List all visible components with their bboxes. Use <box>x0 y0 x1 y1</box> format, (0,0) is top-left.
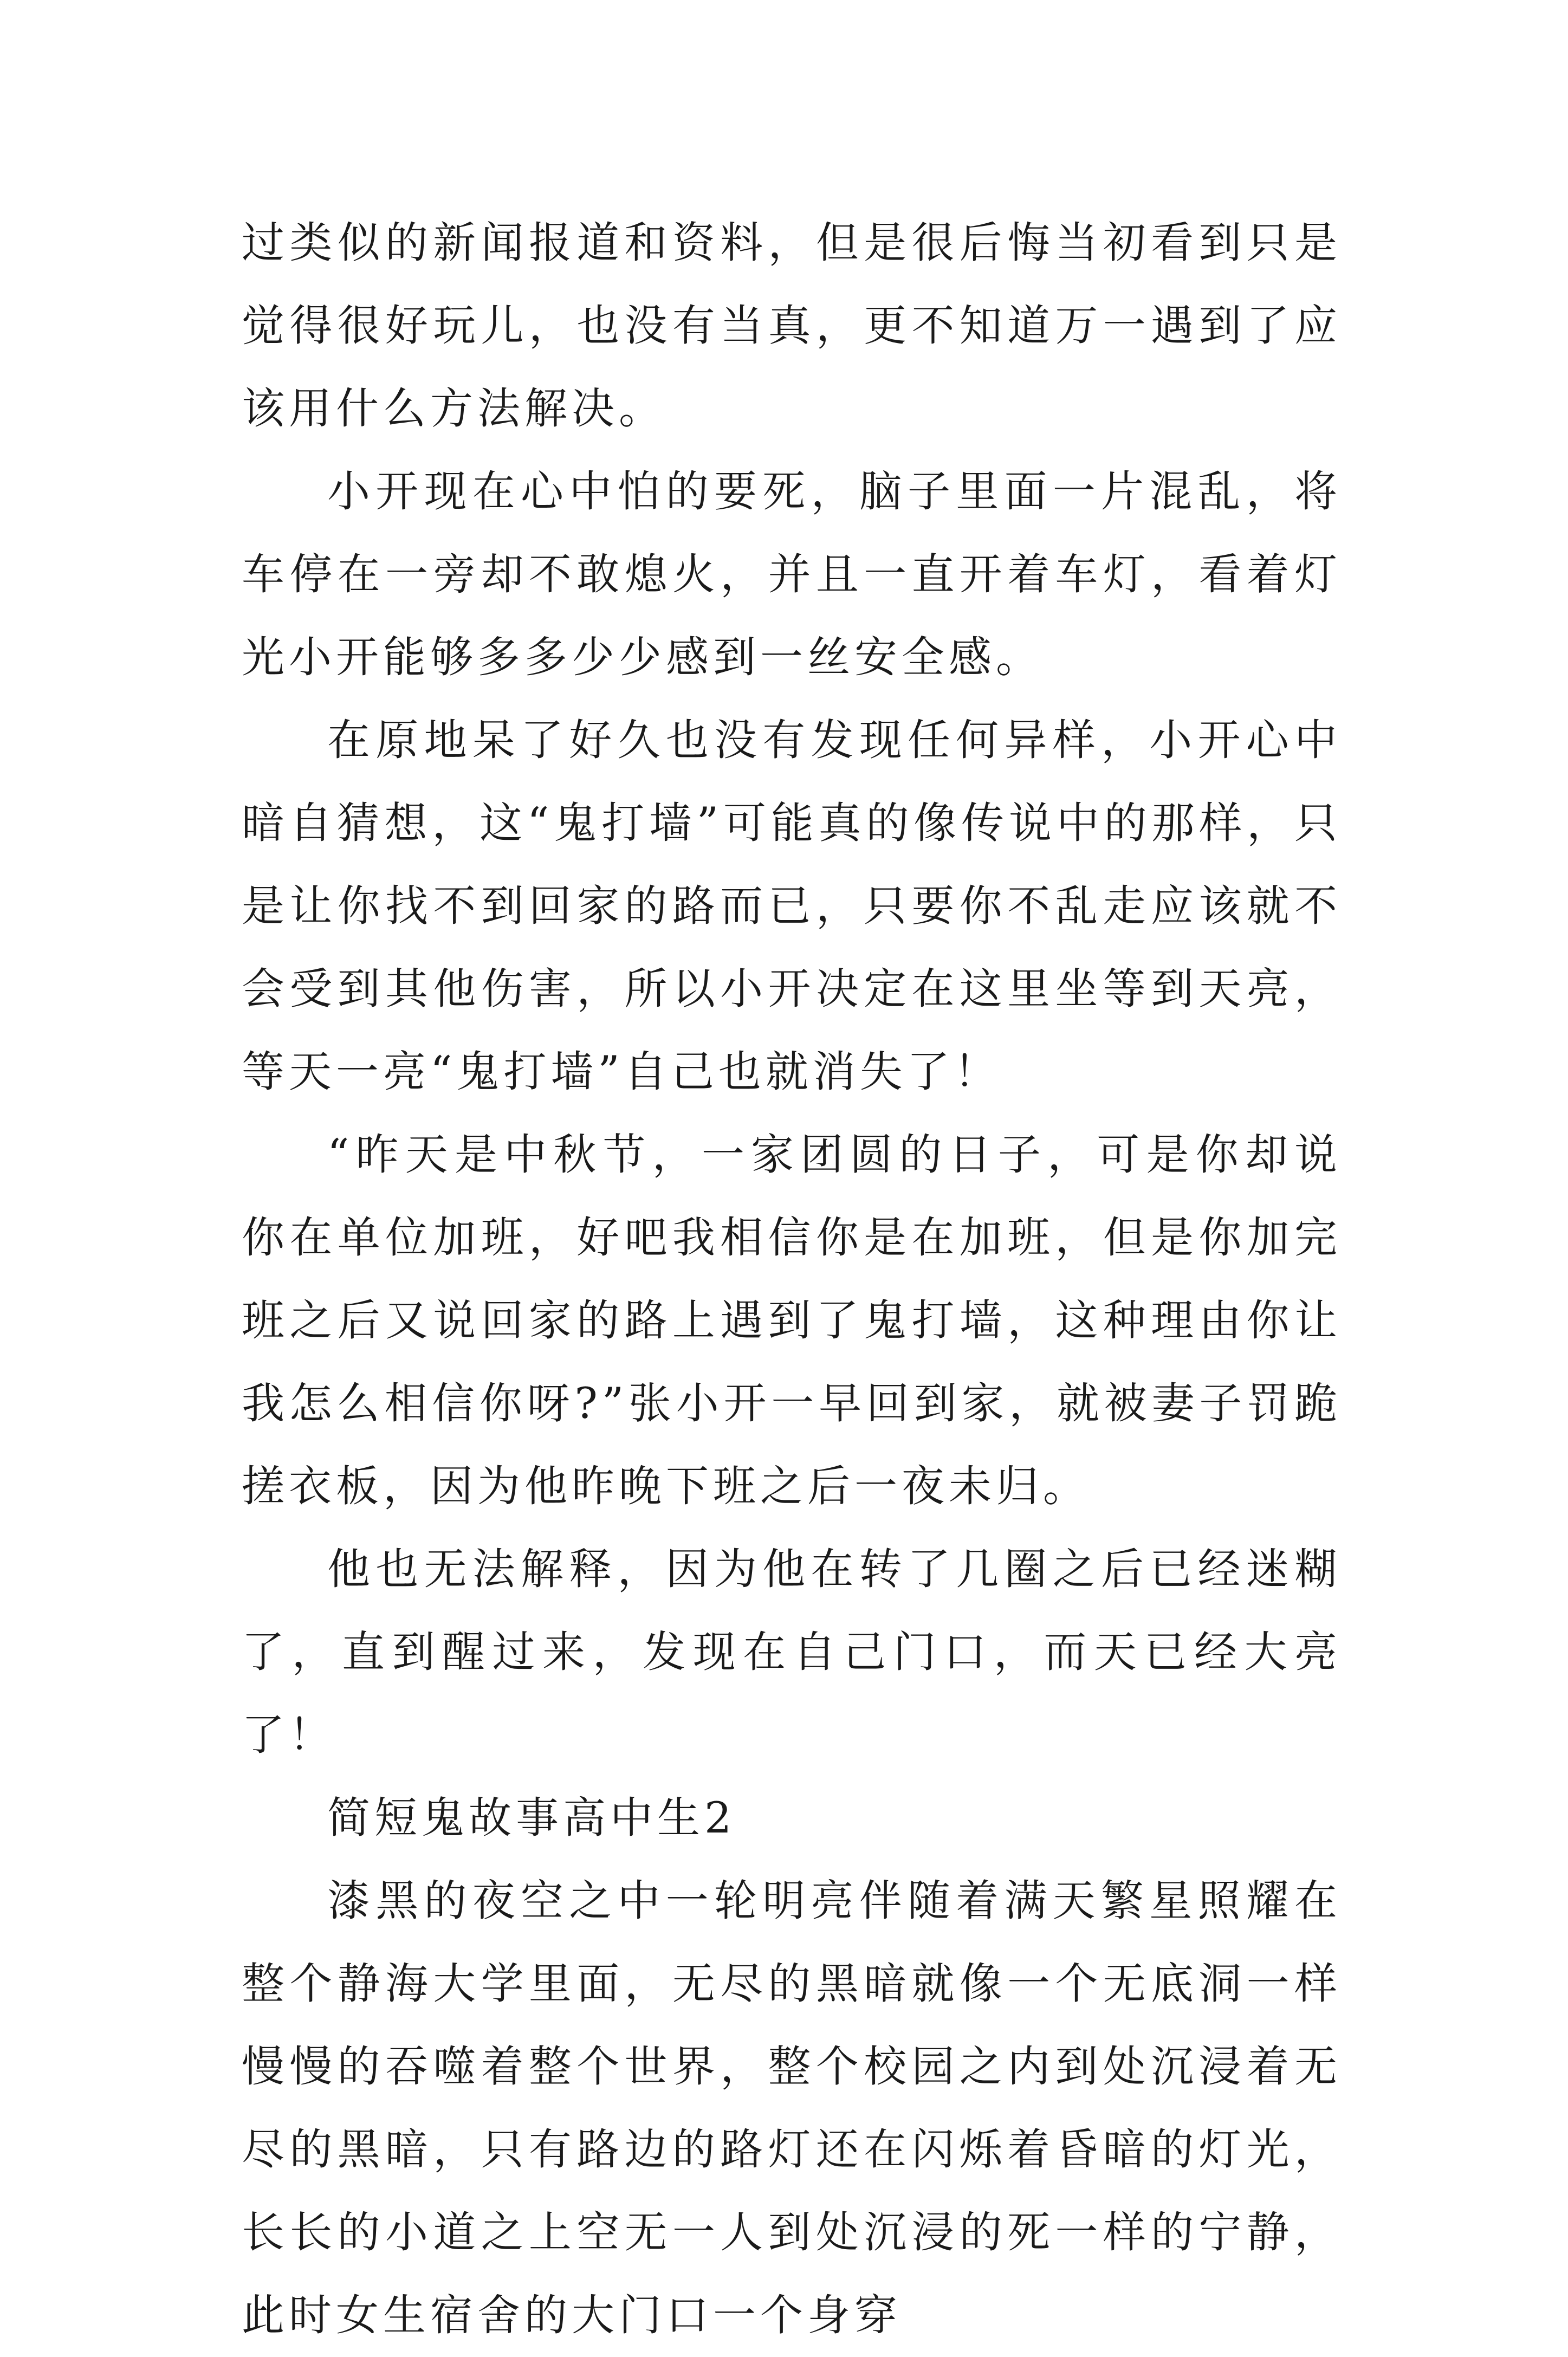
paragraph-cannot-explain: 他也无法解释，因为他在转了几圈之后已经迷糊了，直到醒过来，发现在自己门口，而天已经大亮了！ <box>242 1544 1342 1760</box>
paragraph-continuation: 过类似的新闻报道和资料，但是很后悔当初看到只是觉得很好玩儿，也没有当真，更不知道万一遇到了应该用什么方法解决。 <box>242 218 1342 433</box>
document-body <box>242 202 1342 2357</box>
paragraph-campus-night: 漆黑的夜空之中一轮明亮伴随着满天繁星照耀在整个静海大学里面，无尽的黑暗就像一个无底洞一样慢慢的吞噬着整个世界，整个校园之内到处沉浸着无尽的黑暗，只有路边的路灯还在闪烁着昏暗的灯光，长长的小道之上空无一人到处沉浸的死一样的宁静，此时女生宿舍的大门口一个身穿 <box>242 1876 1342 2340</box>
section-heading: 简短鬼故事高中生2 <box>327 1793 736 1843</box>
paragraph-wait-till-dawn: 在原地呆了好久也没有发现任何异样，小开心中暗自猜想，这“鬼打墙”可能真的像传说中的那样，只是让你找不到回家的路而已，只要你不乱走应该就不会受到其他伤害，所以小开决定在这里坐等到天亮，等天一亮“鬼打墙”自己也就消失了！ <box>242 715 1342 1097</box>
paragraph-wife-dialogue: “昨天是中秋节，一家团圆的日子，可是你却说你在单位加班，好吧我相信你是在加班，但是你加完班之后又说回家的路上遇到了鬼打墙，这种理由你让我怎么相信你呀?”张小开一早回到家，就被妻子罚跪搓衣板，因为他昨晚下班之后一夜未归。 <box>242 1130 1342 1511</box>
paragraph-car-parked: 小开现在心中怕的要死，脑子里面一片混乱，将车停在一旁却不敢熄火，并且一直开着车灯，看着灯光小开能够多多少少感到一丝安全感。 <box>242 467 1342 682</box>
